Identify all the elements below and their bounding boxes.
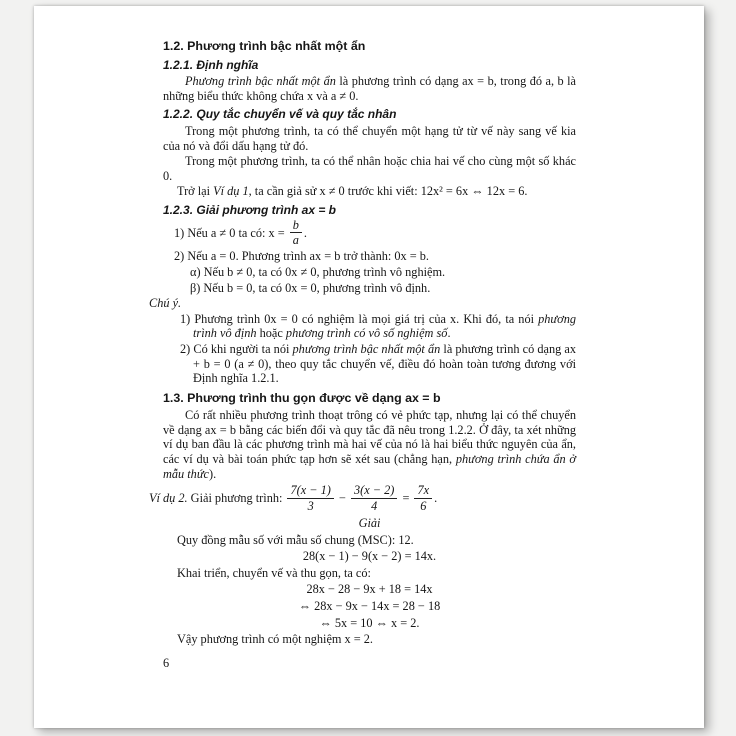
equation-2: 28x − 28 − 9x + 18 = 14x	[306, 582, 433, 597]
example-2-pre: Giải phương trình:	[187, 491, 286, 506]
fraction-3-numerator: 7x	[417, 483, 430, 498]
section-heading-1-2: 1.2. Phương trình bậc nhất một ẩn	[163, 39, 366, 53]
case-a-nonzero	[163, 217, 576, 249]
note2-pre: 2) Có khi người ta nói	[180, 341, 293, 356]
fraction-2-denominator: 4	[351, 498, 397, 513]
note1-pre: 1) Phương trình 0x = 0 có nghiệm là mọi giá trị của x. Khi đó, ta nói	[180, 311, 539, 326]
example-2-statement	[149, 485, 576, 514]
case-a-zero: 2) Nếu a = 0. Phương trình ax = b trở thành: 0x = b.	[174, 249, 429, 264]
example-2-equals: =	[399, 491, 413, 506]
example-2-minus: −	[335, 491, 349, 506]
fraction-1	[287, 484, 333, 513]
conclusion: Vậy phương trình có một nghiệm x = 2.	[177, 632, 373, 647]
note1-mid: hoặc	[256, 326, 286, 341]
equation-4: ⇔ 5x = 10 ⇔ x = 2.	[319, 615, 420, 630]
p13-pre: Có rất nhiều phương trình thoạt trông có vẻ phức tạp, nhưng lại có thể chuyển về dạng ax = b bằng các biến đổi và quy tắc đã nêu trong 1.2.2. Ở đây, ta xét những ví dụ ban đầu là các phương trình mà hai vế của nó là hai biểu thức nguyên của ẩn, các ví dụ và bài toán phức tạp hơn sẽ xét sau (chẳng hạn,	[163, 408, 576, 467]
fraction-1-numerator: 7(x − 1)	[290, 483, 331, 498]
example-2-label: Ví dụ 2.	[149, 491, 188, 506]
note-item-1	[163, 312, 576, 341]
case-beta: β) Nếu b = 0, ta có 0x = 0, phương trình vô định.	[190, 280, 431, 295]
recall-rest: , ta cần giả sử x ≠ 0 trước khi viết: 12x² = 6x ⇔ 12x = 6.	[248, 184, 528, 199]
paragraph-definition	[163, 74, 576, 103]
p13-post: ).	[208, 466, 217, 481]
recall-example-ref: Ví dụ 1	[213, 184, 249, 199]
fraction-2	[351, 484, 397, 513]
solution-step-msc: Quy đồng mẫu số với mẫu số chung (MSC): 12.	[177, 532, 414, 547]
note1-post: .	[447, 326, 451, 341]
case-alpha: α) Nếu b ≠ 0, ta có 0x ≠ 0, phương trình vô nghiệm.	[190, 264, 446, 279]
note2-term: phương trình bậc nhất một ẩn	[292, 341, 441, 356]
solution-step-expand: Khai triển, chuyển vế và thu gọn, ta có:	[177, 565, 371, 580]
paragraph-rule-transfer: Trong một phương trình, ta có thể chuyển một hạng tử từ vế này sang vế kia của nó và đổi dấu hạng tử đó.	[163, 123, 576, 153]
equation-1: 28(x − 1) − 9(x − 2) = 14x.	[302, 549, 437, 564]
definition-rest: là phương trình có dạng ax = b, trong đó a, b là những biểu thức không chứa x và a ≠ 0.	[163, 74, 576, 103]
note2-post: là phương trình có dạng ax + b = 0 (a ≠ 0), theo quy tắc chuyển vế, điều đó hoàn toàn tương đương với Định nghĩa 1.2.1.	[193, 341, 576, 386]
case-a-period: .	[303, 225, 307, 240]
definition-term: Phương trình bậc nhất một ẩn	[185, 74, 336, 89]
fraction-1-denominator: 3	[287, 498, 333, 513]
note1-term-1: phương trình vô định	[193, 311, 576, 341]
fraction-3	[414, 484, 432, 513]
paragraph-1-3-intro	[163, 408, 576, 481]
fraction-2-numerator: 3(x − 2)	[353, 483, 395, 498]
recall-pre: Trở lại	[177, 184, 214, 199]
document-page	[34, 6, 704, 728]
fraction-denominator: a	[290, 232, 302, 247]
p13-term: phương trình chứa ẩn ở mẫu thức	[163, 452, 576, 481]
equation-3: ⇔ 28x − 9x − 14x = 28 − 18	[298, 599, 441, 614]
example-2-period: .	[434, 491, 438, 506]
page-number: 6	[163, 655, 170, 670]
subsection-heading-1-2-2: 1.2.2. Quy tắc chuyển vế và quy tắc nhân	[163, 107, 397, 122]
note1-term-2: phương trình có vô số nghiệm số	[285, 326, 448, 341]
fraction-numerator: b	[292, 217, 299, 232]
paragraph-recall-example-1	[163, 184, 576, 199]
paragraph-rule-multiply: Trong một phương trình, ta có thể nhân hoặc chia hai vế cho cùng một số khác 0.	[163, 154, 576, 183]
subsection-heading-1-2-1: 1.2.1. Định nghĩa	[163, 57, 259, 72]
note-label: Chú ý.	[149, 296, 182, 311]
fraction-3-denominator: 6	[414, 498, 432, 513]
section-heading-1-3: 1.3. Phương trình thu gọn được về dạng ax = b	[163, 390, 441, 405]
subsection-heading-1-2-3: 1.2.3. Giải phương trình ax = b	[163, 202, 336, 217]
fraction-b-over-a	[290, 219, 302, 248]
note-item-2	[163, 342, 576, 386]
case-a-text: 1) Nếu a ≠ 0 ta có: x =	[174, 225, 288, 240]
solution-label: Giải	[358, 516, 381, 531]
page-content	[34, 6, 704, 670]
